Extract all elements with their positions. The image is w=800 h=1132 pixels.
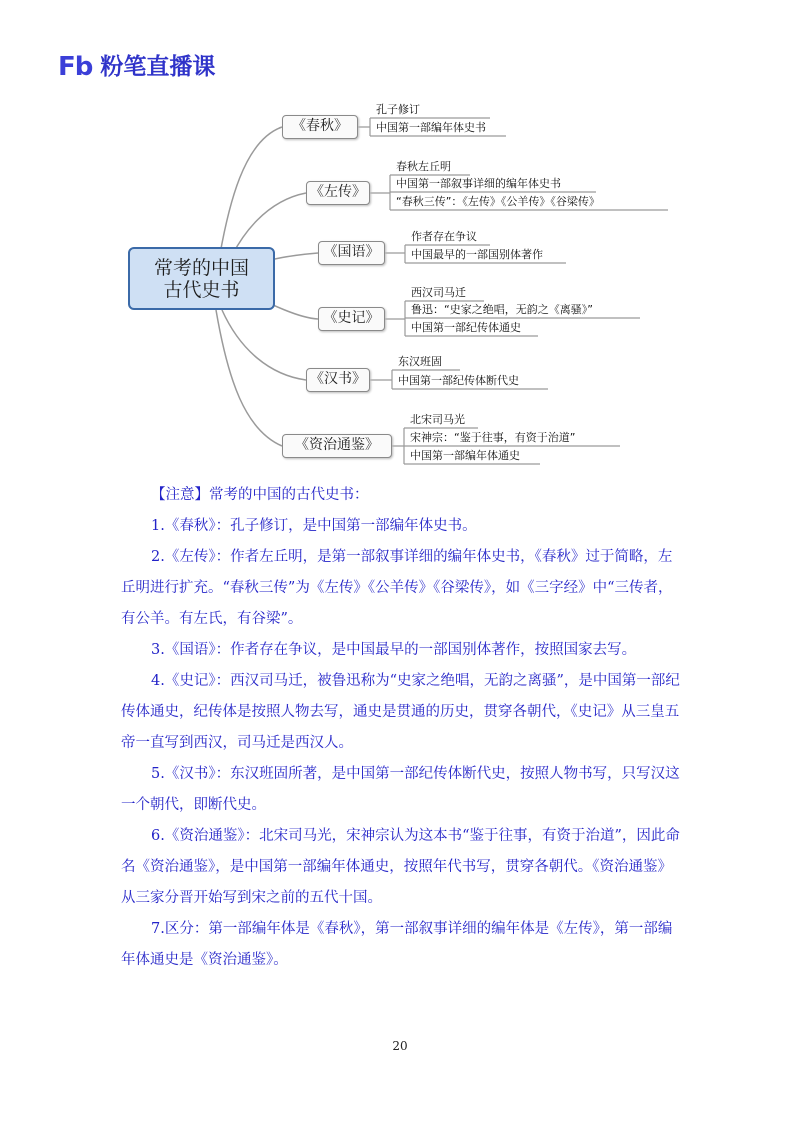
leaf-text: “春秋三传”：《左传》《公羊传》《谷梁传》 — [396, 195, 600, 208]
leaf-text: 中国第一部纪传体通史 — [411, 321, 521, 334]
leaf-text: 中国最早的一部国别体著作 — [411, 248, 543, 261]
note-paragraph: 3.《国语》：作者存在争议，是中国最早的一部国别体著作，按照国家去写。 — [151, 642, 637, 658]
node-shiji: 《史记》 — [318, 307, 385, 331]
leaf-text: 中国第一部编年体史书 — [376, 121, 486, 134]
note-paragraph: 5.《汉书》：东汉班固所著，是中国第一部纪传体断代史，按照人物书写，只写汉这一个朝代，即断代史。 — [121, 766, 680, 813]
mindmap-center-node — [128, 247, 275, 310]
page-number: 20 — [392, 1039, 408, 1053]
mindmap-connectors — [0, 0, 800, 475]
fb-logo-icon: Fb — [58, 52, 93, 82]
leaf-text: 作者存在争议 — [411, 230, 477, 243]
node-chunqiu: 《春秋》 — [282, 115, 358, 139]
note-paragraph: 1.《春秋》：孔子修订，是中国第一部编年体史书。 — [151, 518, 477, 534]
node-guoyu: 《国语》 — [318, 241, 385, 265]
leaf-text: 西汉司马迁 — [411, 286, 466, 299]
node-zuozhuan: 《左传》 — [306, 181, 370, 205]
node-zizhitongjian: 《资治通鉴》 — [282, 434, 392, 458]
leaf-text: 宋神宗：“鉴于往事，有资于治道” — [410, 431, 576, 444]
notes-section — [121, 480, 681, 976]
note-paragraph: 6.《资治通鉴》：北宋司马光，宋神宗认为这本书“鉴于往事，有资于治道”，因此命名《资治通鉴》，是中国第一部编年体通史，按照年代书写，贯穿各朝代。《资治通鉴》从三家分晋开始写到宋之前的五代十国。 — [121, 828, 680, 906]
node-hanshu: 《汉书》 — [306, 368, 370, 392]
note-paragraph: 7.区分：第一部编年体是《春秋》，第一部叙事详细的编年体是《左传》，第一部编年体通史是《资治通鉴》。 — [121, 921, 673, 968]
notes-title: 【注意】常考的中国的古代史书： — [151, 487, 369, 503]
brand-name: 粉笔直播课 — [100, 54, 216, 80]
note-paragraph: 2.《左传》：作者左丘明，是第一部叙事详细的编年体史书，《春秋》过于简略，左丘明进行扩充。“春秋三传”为《左传》《公羊传》《谷梁传》，如《三字经》中“三传者，有公羊。有左氏，有谷梁”。 — [121, 549, 673, 627]
connector-zizhi — [216, 310, 282, 446]
leaf-text: 中国第一部叙事详细的编年体史书 — [396, 177, 561, 190]
leaf-text: 鲁迅：“史家之绝唱，无韵之《离骚》” — [411, 303, 593, 316]
leaf-text: 孔子修订 — [376, 103, 420, 116]
leaf-text: 春秋左丘明 — [396, 160, 451, 173]
leaf-text: 中国第一部纪传体断代史 — [398, 374, 519, 387]
leaf-text: 东汉班固 — [398, 355, 442, 368]
note-paragraph: 4.《史记》：西汉司马迁，被鲁迅称为“史家之绝唱，无韵之离骚”，是中国第一部纪传体通史，纪传体是按照人物去写，通史是贯通的历史，贯穿各朝代，《史记》从三皇五帝一直写到西汉，司马迁是西汉人。 — [121, 673, 680, 751]
connector-hanshu — [222, 310, 306, 380]
center-line-1: 常考的中国 — [153, 256, 249, 279]
center-line-2: 古代史书 — [163, 278, 240, 301]
leaf-text: 北宋司马光 — [410, 413, 465, 426]
leaf-text: 中国第一部编年体通史 — [410, 449, 520, 462]
